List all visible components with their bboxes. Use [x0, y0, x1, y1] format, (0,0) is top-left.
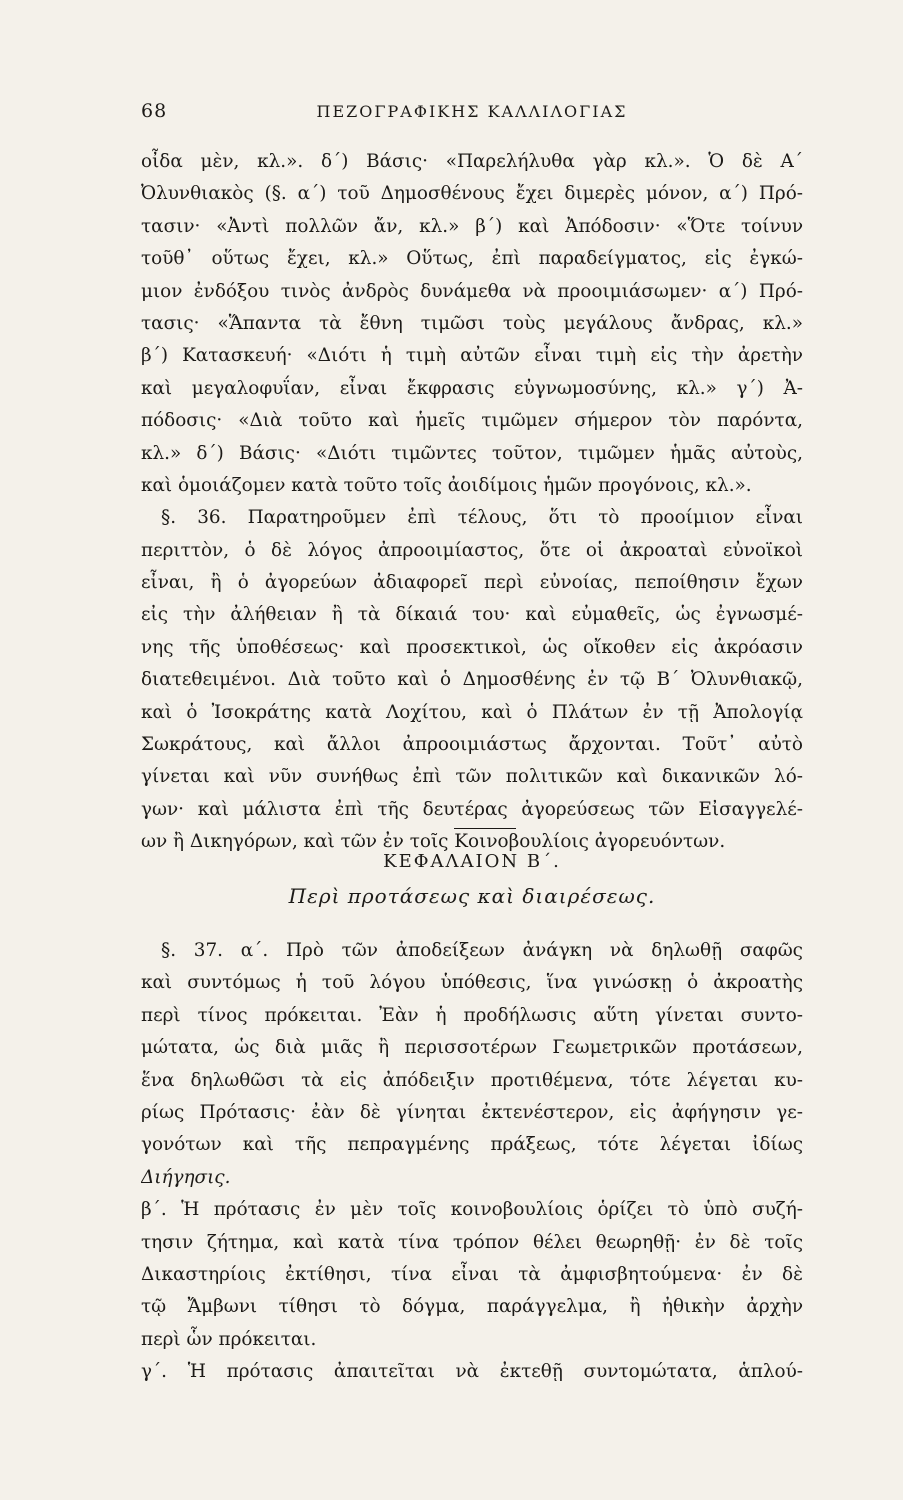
chapter-subtitle: Περὶ προτάσεως καὶ διαιρέσεως.: [288, 884, 656, 908]
page-header: [141, 100, 803, 126]
section-divider: [454, 828, 516, 829]
text-line: διατεθειμένοι. Διὰ τοῦτο καὶ ὁ Δημοσθένης ἐν τῷ Β΄ Ὀλυνθιακῷ,: [141, 669, 803, 691]
paragraph-gamma-start: γ΄. Ἡ πρότασις ἀπαιτεῖται νὰ ἐκτεθῇ συντομώτατα, ἁπλού-: [141, 1361, 803, 1383]
text-line: τοῦθ᾽ οὕτως ἔχει, κλ.» Οὕτως, ἐπὶ παραδείγματος, εἰς ἐγκώ-: [141, 248, 803, 270]
text-line: περὶ ὧν πρόκειται.: [141, 1328, 317, 1350]
text-line: ρίως Πρότασις· ἐὰν δὲ γίνηται ἐκτενέστερον, εἰς ἀφήγησιν γε-: [141, 1101, 803, 1123]
text-line: ων ἢ Δικηγόρων, καὶ τῶν ἐν τοῖς Κοινοβουλίοις ἀγορευόντων.: [141, 831, 726, 853]
text-line: περιττὸν, ὁ δὲ λόγος ἀπροοιμίαστος, ὅτε οἱ ἀκροαταὶ εὐνοϊκοὶ: [141, 539, 803, 561]
chapter-heading: ΚΕΦΑΛΑΙΟΝ Β΄.: [383, 851, 561, 872]
text-line: καὶ μεγαλοφυΐαν, εἶναι ἔκφρασις εὐγνωμοσύνης, κλ.» γ΄) Ἀ-: [141, 377, 803, 399]
text-line: μιον ἐνδόξου τινὸς ἀνδρὸς δυνάμεθα νὰ προοιμιάσωμεν· α΄) Πρό-: [141, 280, 803, 302]
text-line: πόδοσις· «Διὰ τοῦτο καὶ ἡμεῖς τιμῶμεν σήμερον τὸν παρόντα,: [141, 410, 803, 432]
section-36-start: §. 36. Παρατηροῦμεν ἐπὶ τέλους, ὅτι τὸ προοίμιον εἶναι: [161, 507, 803, 529]
text-line: κλ.» δ΄) Βάσις· «Διότι τιμῶντες τοῦτον, τιμῶμεν ἡμᾶς αὐτοὺς,: [141, 442, 803, 464]
text-line: περὶ τίνος πρόκειται. Ἐὰν ἡ προδήλωσις αὕτη γίνεται συντο-: [141, 1004, 803, 1026]
text-line: β΄) Κατασκευή· «Διότι ἡ τιμὴ αὐτῶν εἶναι τιμὴ εἰς τὴν ἀρετὴν: [141, 345, 803, 367]
text-line: γίνεται καὶ νῦν συνήθως ἐπὶ τῶν πολιτικῶν καὶ δικανικῶν λό-: [141, 766, 803, 788]
text-line: εἶναι, ἢ ὁ ἀγορεύων ἀδιαφορεῖ περὶ εὐνοίας, πεποίθησιν ἔχων: [141, 572, 803, 594]
page-number: 68: [141, 100, 168, 122]
section-37-start: §. 37. α΄. Πρὸ τῶν ἀποδείξεων ἀνάγκη νὰ δηλωθῇ σαφῶς: [161, 940, 803, 961]
text-line: εἰς τὴν ἀλήθειαν ἢ τὰ δίκαιά του· καὶ εὐμαθεῖς, ὡς ἐγνωσμέ-: [141, 604, 803, 626]
text-line: Δικαστηρίοις ἐκτίθησι, τίνα εἶναι τὰ ἀμφισβητούμενα· ἐν δὲ: [141, 1263, 803, 1285]
body-text-lower: [141, 935, 803, 1388]
text-line: οἶδα μὲν, κλ.». δ΄) Βάσις· «Παρελήλυθα γὰρ κλ.». Ὁ δὲ Α΄: [141, 151, 803, 172]
text-line: τασιν· «Ἀντὶ πολλῶν ἄν, κλ.» β΄) καὶ Ἀπόδοσιν· «Ὅτε τοίνυν: [141, 215, 803, 237]
paragraph-beta-start: β΄. Ἡ πρότασις ἐν μὲν τοῖς κοινοβουλίοις ὁρίζει τὸ ὑπὸ συζή-: [141, 1199, 803, 1221]
body-text-upper: [141, 146, 803, 859]
running-title: ΠΕΖΟΓΡΑΦΙΚΗΣ ΚΑΛΛΙΛΟΓΙΑΣ: [316, 102, 628, 121]
text-line: τησιν ζήτημα, καὶ κατὰ τίνα τρόπον θέλει θεωρηθῇ· ἐν δὲ τοῖς: [141, 1231, 803, 1253]
text-line: Διήγησις.: [141, 1166, 231, 1188]
text-line: Σωκράτους, καὶ ἄλλοι ἀπροοιμιάστως ἄρχονται. Τοῦτ᾽ αὐτὸ: [141, 734, 803, 756]
text-line: γων· καὶ μάλιστα ἐπὶ τῆς δευτέρας ἀγορεύσεως τῶν Εἰσαγγελέ-: [141, 798, 803, 820]
text-line: μώτατα, ὡς διὰ μιᾶς ἢ περισσοτέρων Γεωμετρικῶν προτάσεων,: [141, 1037, 803, 1059]
text-line: νης τῆς ὑποθέσεως· καὶ προσεκτικοὶ, ὡς οἴκοθεν εἰς ἀκρόασιν: [141, 636, 803, 658]
text-line: καὶ ὁ Ἰσοκράτης κατὰ Λοχίτου, καὶ ὁ Πλάτων ἐν τῇ Ἀπολογίᾳ: [141, 701, 803, 723]
text-line: Ὀλυνθιακὸς (§. α΄) τοῦ Δημοσθένους ἔχει διμερὲς μόνον, α΄) Πρό-: [141, 183, 803, 205]
text-line: γονότων καὶ τῆς πεπραγμένης πράξεως, τότε λέγεται ἰδίως: [141, 1134, 803, 1156]
text-line: ἕνα δηλωθῶσι τὰ εἰς ἀπόδειξιν προτιθέμενα, τότε λέγεται κυ-: [141, 1069, 803, 1091]
text-line: τῷ Ἄμβωνι τίθησι τὸ δόγμα, παράγγελμα, ἢ ἠθικὴν ἀρχὴν: [141, 1296, 803, 1318]
text-line: καὶ ὁμοιάζομεν κατὰ τοῦτο τοῖς ἀοιδίμοις ἡμῶν προγόνοις, κλ.».: [141, 474, 752, 496]
text-line: τασις· «Ἅπαντα τὰ ἔθνη τιμῶσι τοὺς μεγάλους ἄνδρας, κλ.»: [141, 312, 803, 334]
text-line: καὶ συντόμως ἡ τοῦ λόγου ὑπόθεσις, ἵνα γινώσκῃ ὁ ἀκροατὴς: [141, 972, 803, 994]
